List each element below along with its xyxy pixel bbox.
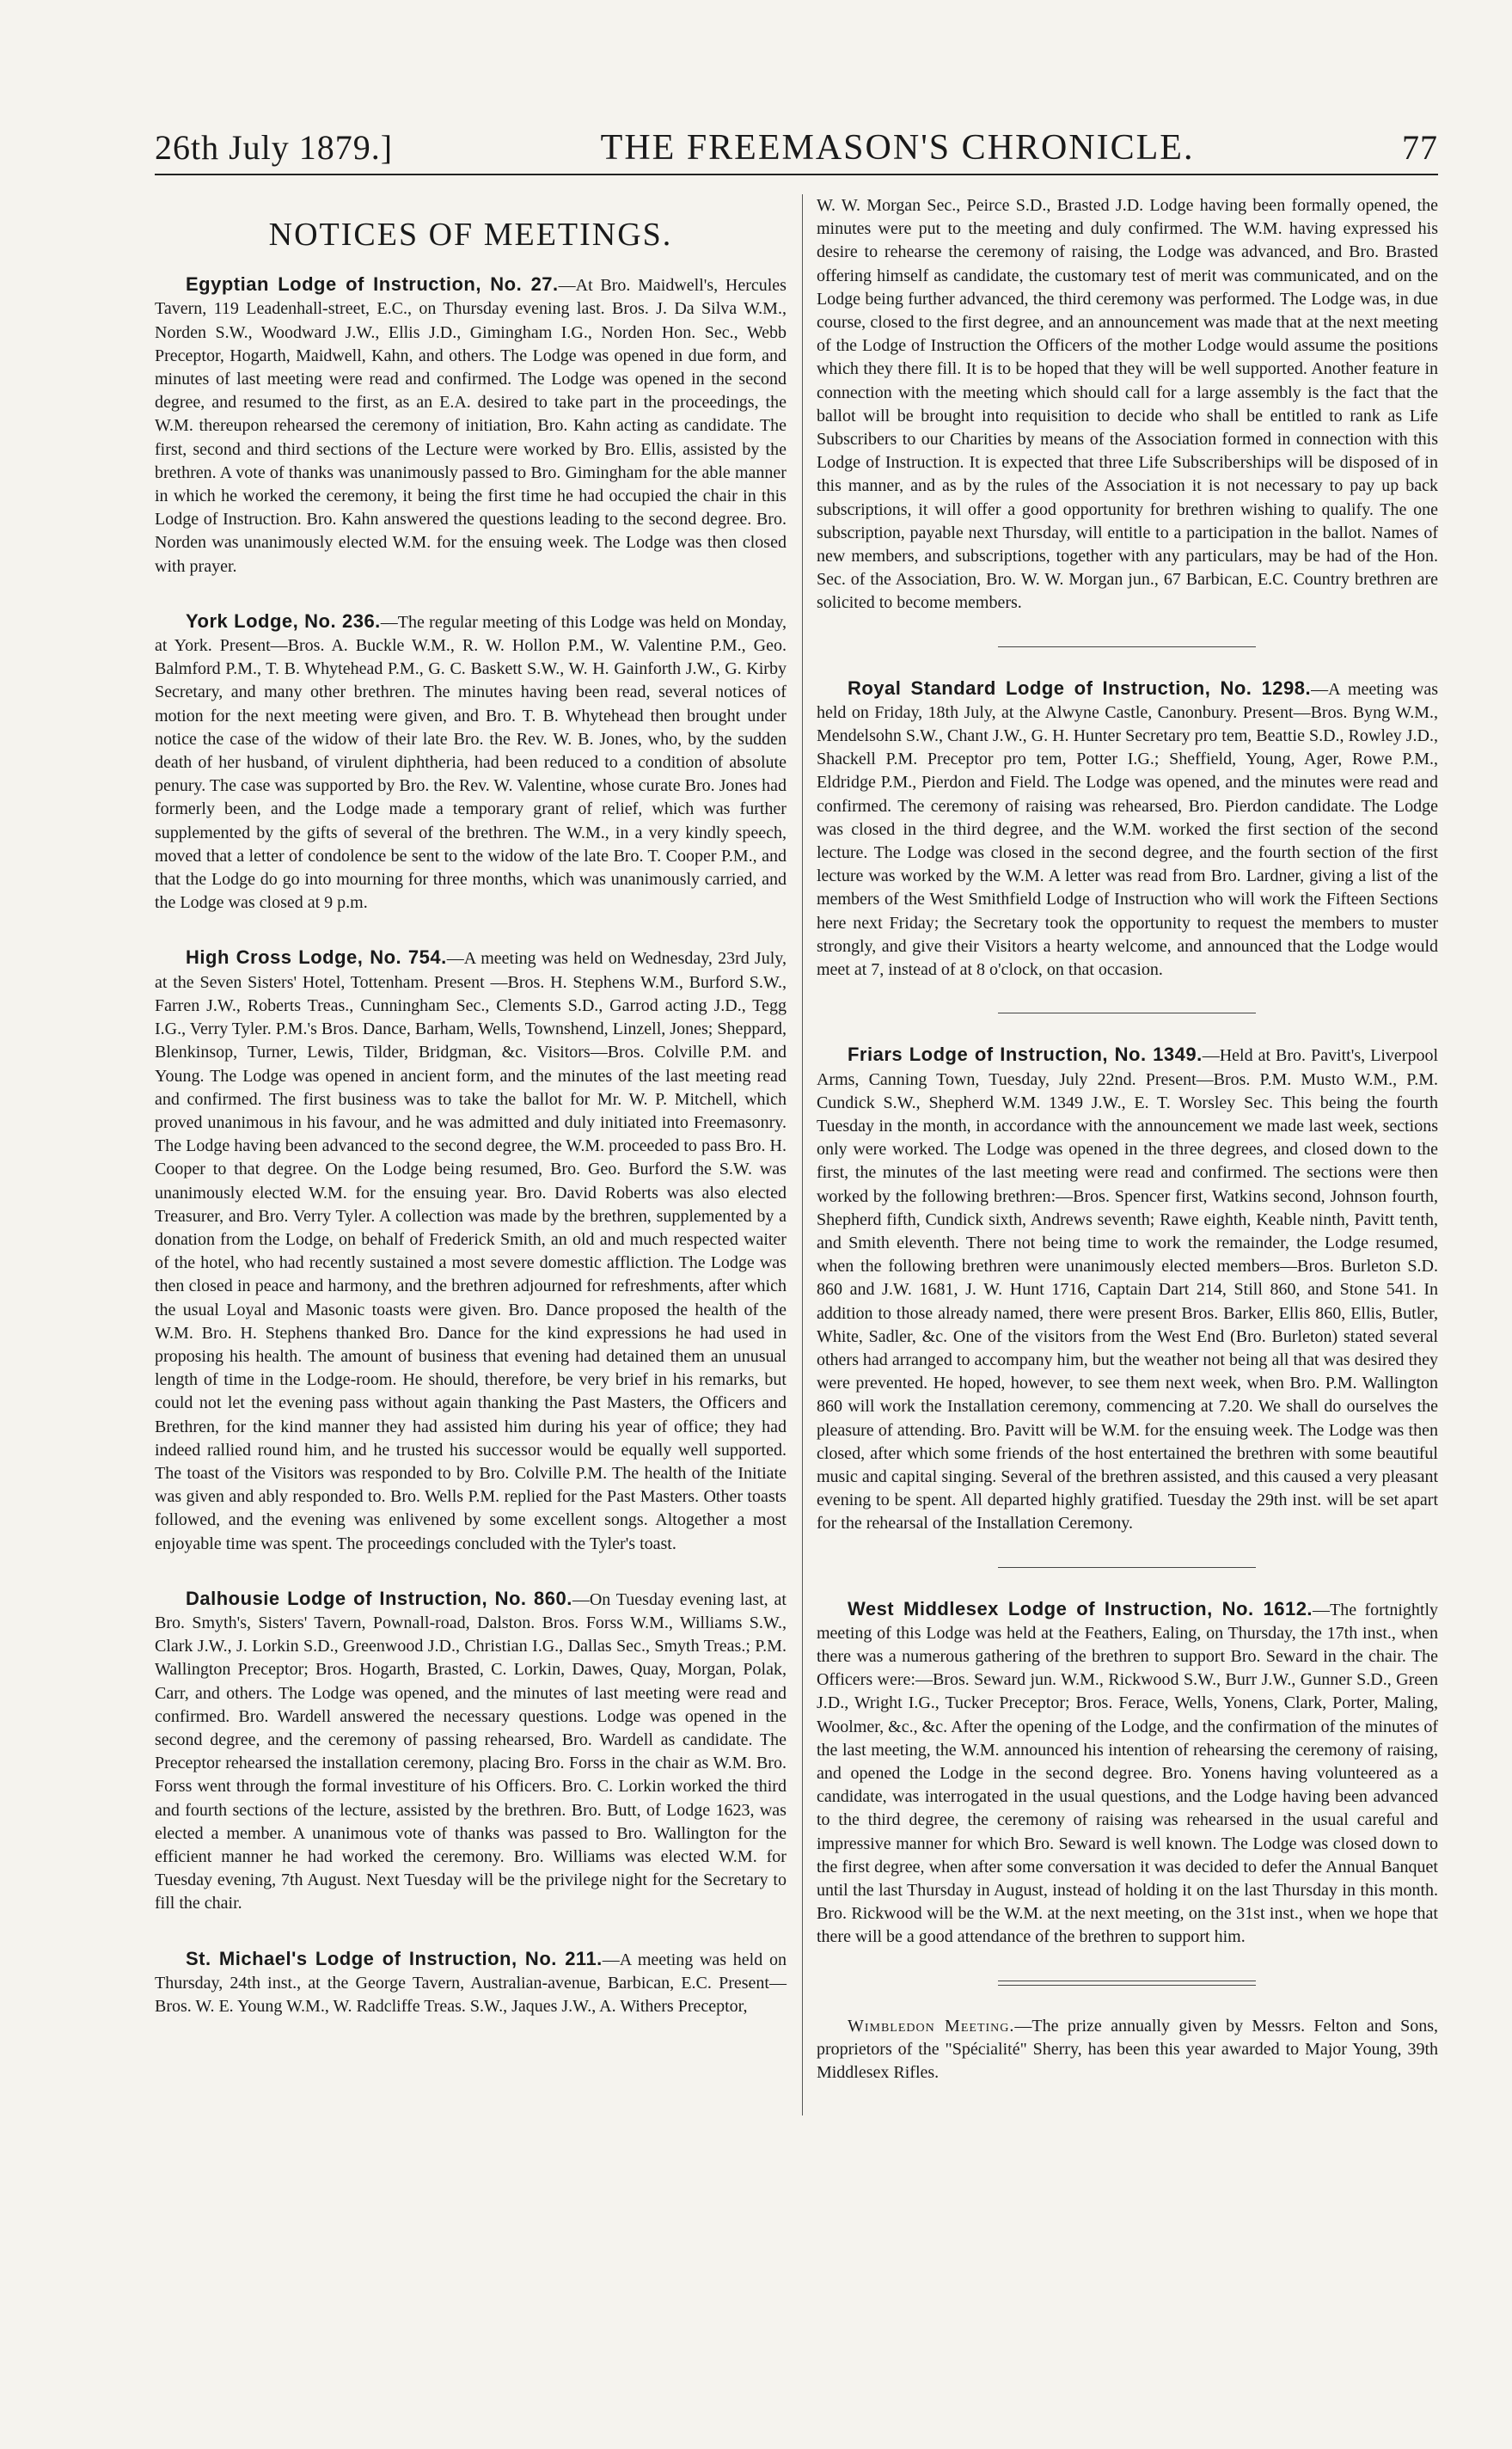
masthead xyxy=(155,129,1438,175)
notice-title: Dalhousie Lodge of Instruction, No. 860. xyxy=(186,1587,572,1609)
publication-title: THE FREEMASON'S CHRONICLE. xyxy=(600,128,1195,168)
notice-wimbledon-meeting xyxy=(817,2015,1438,2085)
notice-york-lodge xyxy=(155,609,787,915)
section-heading: NOTICES OF MEETINGS. xyxy=(268,217,673,253)
right-column xyxy=(802,194,1438,2115)
notice-body: —The prize annually given by Messrs. Felton and Sons, proprietors of the "Spécialité" Sherry, has been this year awarded to Major Young, 39th Middlesex Rifles. xyxy=(816,2016,1438,2083)
notice-title: Wimbledon Meeting. xyxy=(847,2016,1015,2036)
notice-body: —A meeting was held on Friday, 18th July, at the Alwyne Castle, Canonbury. Present—Bros. Byng W.M., Mendelsohn S.W., Chant J.W., G. H. Hunter Secretary pro tem, Beattie S.D., Rowley J.D., Shackell P.M. Preceptor pro tem, Potter I.G.; Sheffield, Young, Ager, Rowe P.M., Eldridge P.M., Pierdon and Field. The Lodge was opened, and the minutes were read and confirmed. The ceremony of raising was rehearsed, Bro. Pierdon candidate. The Lodge was closed in the third degree, and the W.M. worked the first section of the second lecture. The Lodge was closed in the second degree, and the fourth section of the first lecture was worked by the W.M. A letter was read from Bro. Lardner, giving a list of the members of the West Smithfield Lodge of Instruction who will work the Fifteen Sections here next Friday; the Secretary took the opportunity to request the members to muster strongly, and give their Visitors a hearty welcome, and announced that the Lodge would meet at 7, instead of at 8 o'clock, on that occasion. xyxy=(816,679,1438,980)
notice-body: —The regular meeting of this Lodge was held on Monday, at York. Present—Bros. A. Buckle W.M., R. W. Hollon P.M., W. Valentine P.M., Geo. Balmford P.M., T. B. Whytehead P.M., G. C. Baskett S.W., W. H. Gainforth J.W., G. Kirby Secretary, and many other brethren. The minutes having been read, several notices of motion for the next meeting were given, and Bro. T. B. Whytehead then brought under notice the case of the widow of their late Bro. the Rev. W. B. Jones, who, by the sudden death of her husband, of virulent diphtheria, had been reduced to a condition of absolute penury. The case was supported by Bro. the Rev. W. Valentine, whose curate Bro. Jones had formerly been, and the Lodge made a temporary grant of relief, which was further supplemented by the gifts of several of the brethren. The W.M., in a very kindly speech, moved that a letter of condolence be sent to the widow of the late Bro. T. Cooper P.M., and that the Lodge do go into mourning for three months, which was unanimously carried, and the Lodge was closed at 9 p.m. xyxy=(155,612,787,913)
notice-title: West Middlesex Lodge of Instruction, No. 1612. xyxy=(847,1597,1313,1619)
left-column xyxy=(155,194,787,2115)
page-number: 77 xyxy=(1402,128,1438,167)
issue-date: 26th July 1879.] xyxy=(155,128,394,167)
notice-body: —Held at Bro. Pavitt's, Liverpool Arms, Canning Town, Tuesday, July 22nd. Present—Bros. P.M. Musto W.M., P.M. Cundick S.W., Shepherd W.M. 1349 J.W., E. T. Worsley Sec. This being the fourth Tuesday in the month, in accordance with the announcement we made last week, sections only were worked. The Lodge was opened in the three degrees, and closed down to the first, the minutes of the last meeting were read and confirmed. The sections were then worked by the following brethren:—Bros. Spencer first, Watkins second, Johnson fourth, Shepherd fifth, Cundick sixth, Andrews seventh; Rawe eighth, Keable ninth, Pavitt tenth, and Smith eleventh. There not being time to work the remainder, the Lodge resumed, when the following brethren were unanimously elected members—Bros. Burleton S.D. 860 and J.W. 1681, J. W. Hunt 1716, Captain Dart 214, Still 860, and Stone 541. In addition to those already named, there were present Bros. Barker, Ellis 860, Ellis, Butler, White, Sadler, &c. One of the visitors from the West End (Bro. Burleton) stated several others had arranged to accompany him, but the weather not being all that was desired they were prevented. He hoped, however, to see them next week, when Bro. P.M. Wallington 860 will work the Installation ceremony, commencing at 7.20. We shall do ourselves the pleasure of attending. Bro. Pavitt will be W.M. for the ensuing week. The Lodge was then closed, after which some friends of the host entertained the brethren with some beautiful music and capital singing. Several of the brethren assisted, and this caused a very pleasant evening to be spent. All departed highly gratified. Tuesday the 29th inst. will be set apart for the rehearsal of the Installation Ceremony. xyxy=(816,1046,1438,1534)
notice-title: St. Michael's Lodge of Instruction, No. 211. xyxy=(186,1947,603,1969)
notice-friars-lodge xyxy=(817,1043,1438,1535)
notice-high-cross-lodge xyxy=(155,946,787,1555)
notice-body: —A meeting was held on Wednesday, 23rd July, at the Seven Sisters' Hotel, Tottenham. Present —Bros. H. Stephens W.M., Burford S.W., Farren J.W., Roberts Treas., Cunningham Sec., Clements S.D., Garrod acting J.D., Tegg I.G., Verry Tyler. P.M.'s Bros. Dance, Barham, Wells, Townshend, Linzell, Jones; Sheppard, Blenkinsop, Turner, Lewis, Tilder, Bridgman, &c. Visitors—Bros. Colville P.M. and Young. The Lodge was opened in ancient form, and the minutes of the last meeting read and confirmed. The first business was to take the ballot for Mr. W. P. Mitchell, which proved unanimous in his favour, and he was admitted and duly initiated into Freemasonry. The Lodge having been advanced to the second degree, the W.M. proceeded to pass Bro. H. Cooper to that degree. On the Lodge being resumed, Bro. Geo. Burford the S.W. was unanimously elected W.M. for the ensuing year. Bro. David Roberts was also elected Treasurer, and Bro. Verry Tyler. A collection was made by the brethren, supplemented by a donation from the Lodge, on behalf of Frederick Smith, an old and much respected waiter of the hotel, who had recently sustained a most severe domestic affliction. The Lodge was then closed in peace and harmony, and the brethren adjourned for refreshments, after which the usual Loyal and Masonic toasts were given. Bro. Dance proposed the health of the W.M. Bro. H. Stephens thanked Bro. Dance for the kind expressions he had used in proposing his health. The amount of business that evening had detained them an unusual length of time in the Lodge-room. He should, therefore, be very brief in his remarks, but could not let the evening pass without again thanking the Past Masters, the Officers and Brethren, for the kind manner they had assisted him during his year of office; they had indeed rallied round him, and he trusted his successor would be equally well supported. The toast of the Visitors was responded to by Bro. Colville P.M. The health of the Initiate was given and ably responded to. Bro. Wells P.M. replied for the Past Masters. Other toasts followed, and the evening was enlivened by some excellent songs. Altogether a most enjoyable time was spent. The proceedings concluded with the Tyler's toast. xyxy=(155,949,787,1553)
notice-dalhousie-lodge xyxy=(155,1587,787,1916)
notice-body: —On Tuesday evening last, at Bro. Smyth's, Sisters' Tavern, Pownall-road, Dalston. Bros. Forss W.M., Williams S.W., Clark J.W., J. Lorkin S.D., Greenwood J.D., Christian I.G., Dallas Sec., Smyth Treas.; P.M. Wallington Preceptor; Bros. Hogarth, Brasted, C. Lorkin, Dawes, Quay, Morgan, Polak, Carr, and others. The Lodge was opened, and the minutes of last meeting were read and confirmed. Bro. Wardell answered the necessary questions. Lodge was opened in the second degree, and the ceremony of passing rehearsed, Bro. Wardell as candidate. The Preceptor rehearsed the installation ceremony, placing Bro. Forss in the chair as W.M. Bro. Forss went through the formal investiture of his Officers. Bro. C. Lorkin worked the third and fourth sections of the lecture, assisted by the brethren. Bro. Butt, of Lodge 1623, was elected a member. A unanimous vote of thanks was passed to Bro. Wallington for the efficient manner he had worked the ceremony. Bro. Williams was elected W.M. for Tuesday evening, 7th August. Next Tuesday will be the privilege night for the Secretary to fill the chair. xyxy=(155,1589,787,1913)
notice-title: High Cross Lodge, No. 754. xyxy=(186,946,447,969)
notice-st-michaels-lodge xyxy=(155,1947,787,2019)
notice-continuation xyxy=(817,194,1438,615)
section-divider xyxy=(998,646,1256,647)
notice-body: —At Bro. Maidwell's, Hercules Tavern, 119 Leadenhall-street, E.C., on Thursday evening last. Bros. J. Da Silva W.M., Norden S.W., Woodward J.W., Ellis J.D., Gimingham I.G., Norden Hon. Sec., Webb Preceptor, Hogarth, Maidwell, Kahn, and others. The Lodge was opened in due form, and minutes of last meeting were read and confirmed. The Lodge was opened in the second degree, and resumed to the first, as an E.A. desired to take part in the proceedings, the W.M. thereupon rehearsed the ceremony of initiation, Bro. Kahn acting as candidate. The first, second and third sections of the Lecture were worked by Bro. Ellis, assisted by the brethren. A vote of thanks was unanimously passed to Bro. Gimingham for the able manner in which he worked the ceremony, it being the first time he had occupied the chair in this Lodge of Instruction. Bro. Kahn answered the questions leading to the second degree. Bro. Norden was unanimously elected W.M. for the ensuing week. The Lodge was then closed with prayer. xyxy=(155,276,787,576)
notice-egyptian-lodge xyxy=(155,272,787,579)
section-divider-double xyxy=(998,1981,1256,1986)
notice-body: W. W. Morgan Sec., Peirce S.D., Brasted J.D. Lodge having been formally opened, the minutes were put to the meeting and duly confirmed. The W.M. having expressed his desire to rehearse the ceremony of raising, the Lodge was advanced, and Bro. Brasted offering himself as candidate, the customary test of merit was communicated, and on the Lodge being further advanced, the third ceremony was performed. The Lodge was, in due course, closed to the first degree, and an announcement was made that at the next meeting of the Lodge of Instruction the Officers of the mother Lodge would assume the positions which they there fill. It is to be hoped that they will be well supported. Another feature in connection with the meeting which should call for a large assembly is the fact that the ballot will be brought into requisition to decide who shall be entitled to rank as Life Subscribers to our Charities by means of the Association formed in connection with this Lodge of Instruction. It is expected that three Life Subscriberships will be disposed of in this manner, and as by the rules of the Association it is not necessary to pay up back subscriptions, it will offer a good opportunity for brethren wishing to qualify. The one subscription, payable next Thursday, will entitle to a participation in the ballot. Names of new members, and subscriptions, together with any particulars, may be had of the Hon. Sec. of the Association, Bro. W. W. Morgan jun., 67 Barbican, E.C. Country brethren are solicited to become members. xyxy=(816,196,1438,613)
notice-royal-standard-lodge xyxy=(817,677,1438,983)
notice-title: Royal Standard Lodge of Instruction, No. 1298. xyxy=(847,677,1312,699)
notice-title: Friars Lodge of Instruction, No. 1349. xyxy=(847,1044,1203,1066)
notice-west-middlesex-lodge xyxy=(817,1597,1438,1950)
notice-body: —The fortnightly meeting of this Lodge was held at the Feathers, Ealing, on Thursday, the 17th inst., when there was a numerous gathering of the brethren to support Bro. Seward in the chair. The Officers were:—Bros. Seward jun. W.M., Rickwood S.W., Burr J.W., Gunner S.D., Green J.D., Wright I.G., Tucker Preceptor; Bros. Ferace, Wells, Yonens, Clark, Porter, Maling, Woolmer, &c., &c. After the opening of the Lodge, and the confirmation of the minutes of the last meeting, the W.M. announced his intention of rehearsing the ceremony of raising, and opened the Lodge in the second degree. Bro. Yonens having volunteered as a candidate, was interrogated in the usual questions, and the Lodge having been advanced to the third degree, the ceremony of raising was rehearsed in the usual careful and impressive manner for which Bro. Seward is well known. The Lodge was closed down to the first degree, when after some conversation it was decided to defer the Annual Banquet until the last Thursday in August, instead of holding it on the last Thursday in this month. Bro. Rickwood will be the W.M. at the next meeting, on the 31st inst., when we hope that there will be a good attendance of the brethren to support him. xyxy=(816,1600,1438,1947)
section-divider xyxy=(998,1567,1256,1568)
notice-title: York Lodge, No. 236. xyxy=(186,609,381,632)
notice-body: —A meeting was held on Thursday, 24th inst., at the George Tavern, Australian-avenue, Barbican, E.C. Present—Bros. W. E. Young W.M., W. Radcliffe Treas. S.W., Jaques J.W., A. Withers Preceptor, xyxy=(155,1950,787,2017)
columns xyxy=(155,194,1438,2115)
notice-title: Egyptian Lodge of Instruction, No. 27. xyxy=(186,273,559,296)
